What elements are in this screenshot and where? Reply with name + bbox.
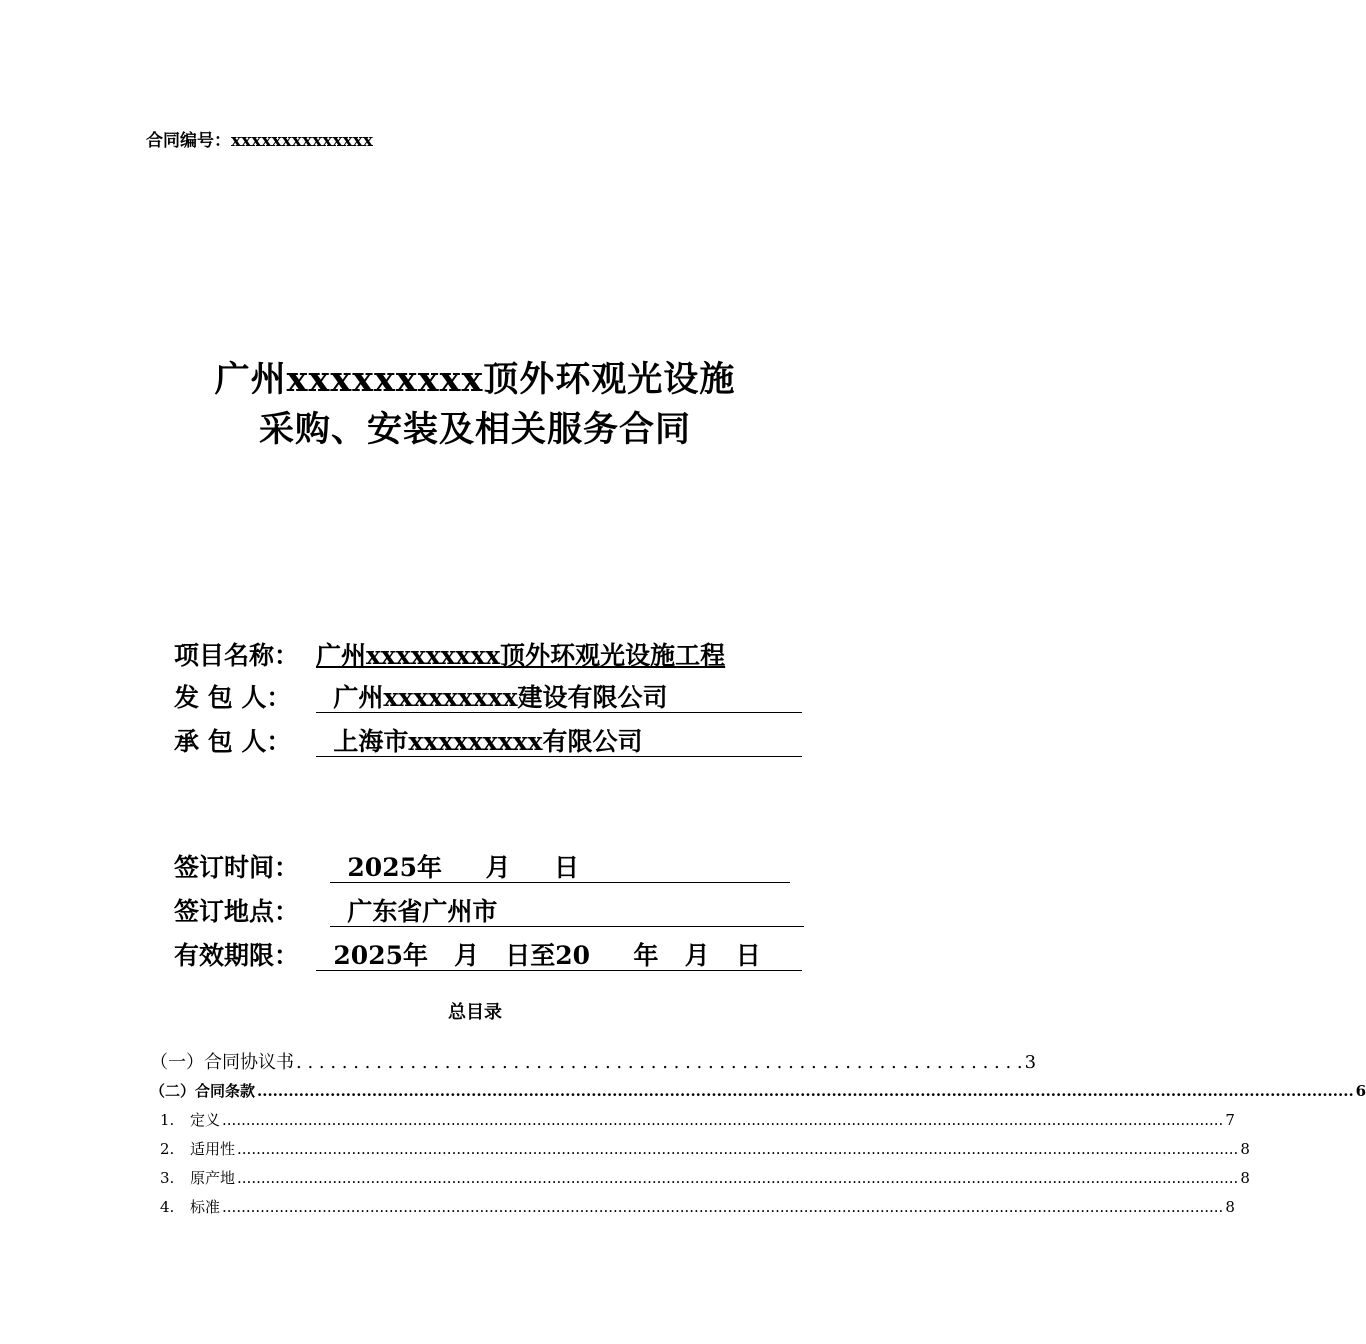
toc-entry[interactable] <box>160 1109 1235 1130</box>
project-name-value: 广州xxxxxxxxx顶外环观光设施工程 <box>316 641 726 670</box>
signing-place-label: 签订地点： <box>174 897 300 926</box>
signing-place-value: 广东省广州市 <box>330 892 804 927</box>
toc-entry[interactable] <box>160 1138 1250 1159</box>
toc-leader: . . . . . . . . . . . . . . . . . . . . . . . . . . . . . . . . . . . . . . . . . . . . . . . . . . . . . . . . . . . . . . . . <box>296 1052 1023 1073</box>
toc-entry[interactable] <box>150 1048 1037 1074</box>
document-title-line2: 采购、安装及相关服务合同 <box>258 409 691 450</box>
toc-leader: .................................................................................................................................................................................................................. <box>222 1198 1224 1216</box>
toc-leader: .................................................................................................................................................................................................................. <box>237 1169 1239 1187</box>
validity-label: 有效期限： <box>174 941 300 970</box>
toc-entry[interactable] <box>150 1080 1366 1101</box>
toc-entry-page: 8 <box>1225 1198 1235 1216</box>
contract-number-label: 合同编号： <box>146 131 231 151</box>
toc-entry-label: （二）合同条款 <box>150 1082 256 1100</box>
validity-value: 2025年 月 日至20 年 月 日 <box>316 936 802 971</box>
contract-number <box>146 126 373 151</box>
toc-entry-label: （一）合同协议书 <box>150 1052 294 1073</box>
contractor-label: 承 包 人： <box>174 727 292 756</box>
project-name-label: 项目名称： <box>174 641 300 670</box>
employer-label: 发 包 人： <box>174 683 292 712</box>
toc-entry-number: 4. <box>160 1198 175 1216</box>
document-title-line1: 广州xxxxxxxxx顶外环观光设施 <box>214 359 736 400</box>
toc-entry-page: 7 <box>1225 1111 1235 1129</box>
toc-entry-number: 2. <box>160 1140 175 1158</box>
toc-leader: .................................................................................................................................................................................................................. <box>257 1082 1354 1100</box>
signing-date-label: 签订时间： <box>174 853 300 882</box>
toc-title: 总目录 <box>448 1002 502 1023</box>
toc-entry-page: 8 <box>1240 1169 1250 1187</box>
toc-entry-label: 原产地 <box>190 1169 236 1187</box>
toc-entry-number: 3. <box>160 1169 175 1187</box>
toc-entry-label: 适用性 <box>190 1140 236 1158</box>
toc-entry-page: 6 <box>1355 1082 1366 1100</box>
toc-leader: .................................................................................................................................................................................................................. <box>237 1140 1239 1158</box>
toc-entry-label: 标准 <box>190 1198 221 1216</box>
toc-entry-page: 3 <box>1024 1052 1037 1073</box>
signing-date-value: 2025年 月 日 <box>330 848 790 883</box>
employer-value: 广州xxxxxxxxx建设有限公司 <box>316 678 802 713</box>
toc-entry[interactable] <box>160 1167 1250 1188</box>
toc-leader: .................................................................................................................................................................................................................. <box>222 1111 1224 1129</box>
toc-entry-label: 定义 <box>190 1111 221 1129</box>
toc-entry[interactable] <box>160 1196 1235 1217</box>
toc-entry-number: 1. <box>160 1111 175 1129</box>
contract-number-value: xxxxxxxxxxxxxx <box>231 131 373 151</box>
contractor-value: 上海市xxxxxxxxx有限公司 <box>316 722 802 757</box>
toc-entry-page: 8 <box>1240 1140 1250 1158</box>
